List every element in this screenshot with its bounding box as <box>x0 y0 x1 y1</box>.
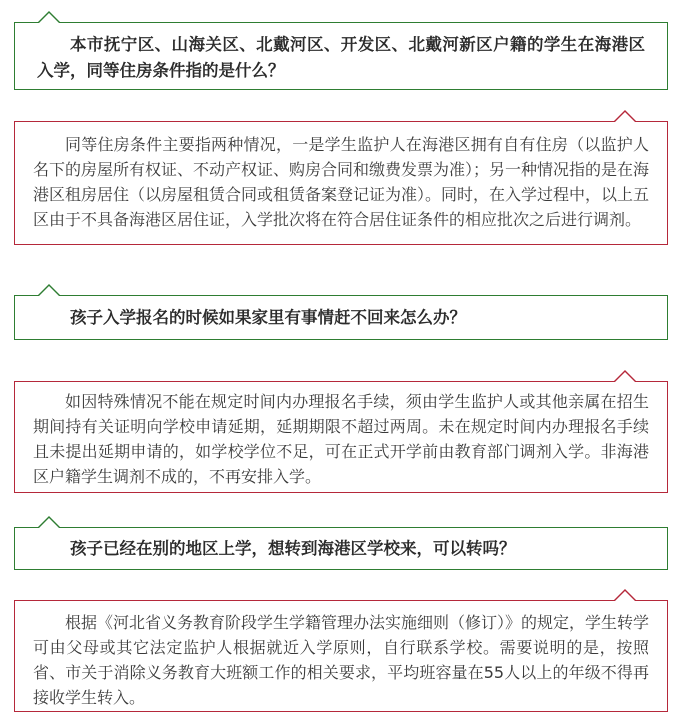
answer-text: 根据《河北省义务教育阶段学生学籍管理办法实施细则（修订）》的规定，学生转学可由父母或其它法定监护人根据就近入学原则，自行联系学校。需要说明的是，按照省、市关于消除义务教育大班额工作的相关要求，平均班容量在55人以上的年级不得再接收学生转入。 <box>33 613 650 707</box>
answer-box-2 <box>14 381 668 493</box>
answer-text: 同等住房条件主要指两种情况，一是学生监护人在海港区拥有自有住房（以监护人名下的房屋所有权证、不动产权证、购房合同和缴费发票为准）；另一种情况指的是在海港区租房居住（以房屋租赁合同或租赁备案登记证为准）。同时，在入学过程中，以上五区由于不具备海港区居住证，入学批次将在符合居住证条件的相应批次之后进行调剂。 <box>33 135 650 229</box>
answer-box-1 <box>14 121 668 245</box>
question-text: 孩子入学报名的时候如果家里有事情赶不回来怎么办？ <box>70 308 466 327</box>
question-box-1 <box>14 22 668 90</box>
answer-box-3 <box>14 600 668 712</box>
question-text: 本市抚宁区、山海关区、北戴河区、开发区、北戴河新区户籍的学生在海港区入学，同等住房条件指的是什么？ <box>37 35 645 80</box>
question-box-2 <box>14 295 668 340</box>
answer-text: 如因特殊情况不能在规定时间内办理报名手续，须由学生监护人或其他亲属在招生期间持有关证明向学校申请延期，延期期限不超过两周。未在规定时间内办理报名手续且未提出延期申请的，如学校学位不足，可在正式开学前由教育部门调剂入学。非海港区户籍学生调剂不成的，不再安排入学。 <box>33 392 649 486</box>
question-text: 孩子已经在别的地区上学，想转到海港区学校来，可以转吗？ <box>70 539 516 558</box>
question-box-3 <box>14 527 668 570</box>
